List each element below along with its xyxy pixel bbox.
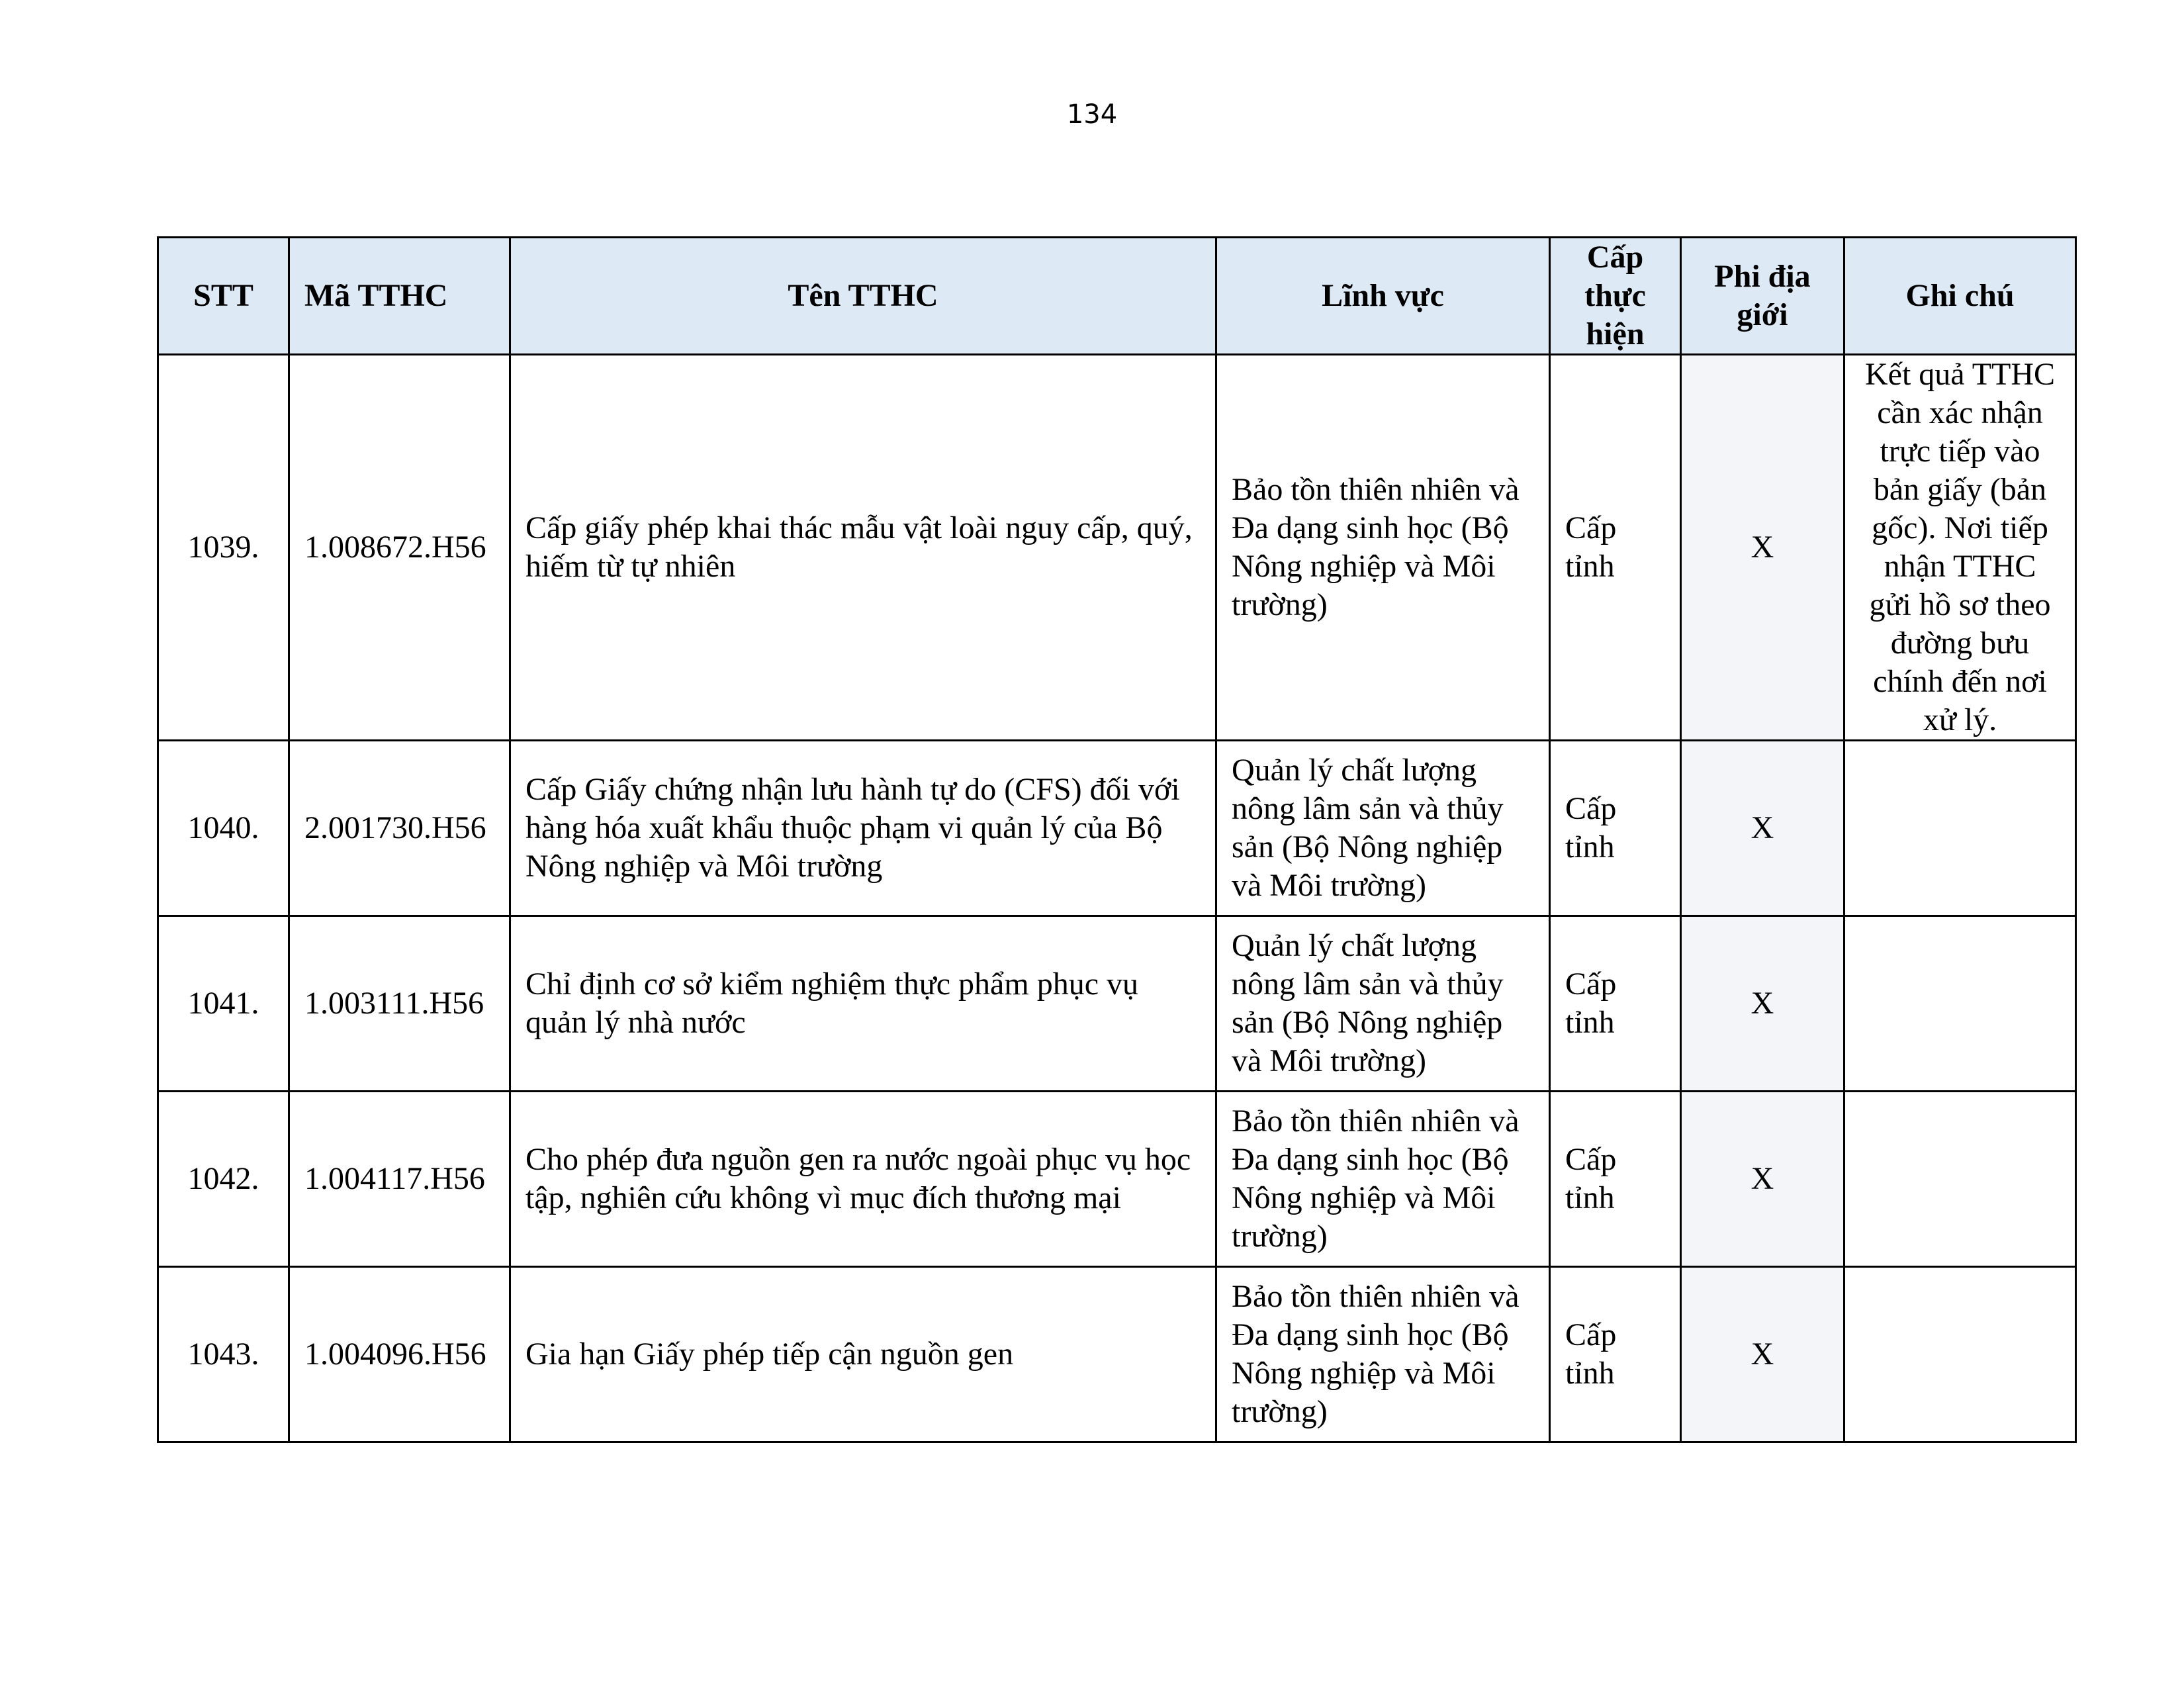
table-row (158, 1092, 2076, 1267)
cell-level: Cấp tỉnh (1550, 1267, 1681, 1442)
table-row (158, 741, 2076, 916)
cell-remote: X (1681, 1092, 1844, 1267)
cell-field: Bảo tồn thiên nhiên và Đa dạng sinh học (Bộ Nông nghiệp và Môi trường) (1216, 355, 1550, 741)
cell-note (1844, 1092, 2076, 1267)
cell-level: Cấp tỉnh (1550, 741, 1681, 916)
header-note: Ghi chú (1844, 238, 2076, 355)
cell-stt: 1041. (158, 916, 289, 1092)
cell-name: Cấp Giấy chứng nhận lưu hành tự do (CFS) đối với hàng hóa xuất khẩu thuộc phạm vi quản lý của Bộ Nông nghiệp và Môi trường (510, 741, 1216, 916)
cell-remote: X (1681, 355, 1844, 741)
header-level: Cấp thực hiện (1550, 238, 1681, 355)
cell-stt: 1043. (158, 1267, 289, 1442)
cell-code: 1.004117.H56 (289, 1092, 510, 1267)
header-stt: STT (158, 238, 289, 355)
cell-level: Cấp tỉnh (1550, 916, 1681, 1092)
header-name: Tên TTHC (510, 238, 1216, 355)
cell-level: Cấp tỉnh (1550, 1092, 1681, 1267)
cell-remote: X (1681, 1267, 1844, 1442)
cell-code: 1.008672.H56 (289, 355, 510, 741)
procedures-table (157, 236, 2077, 1443)
cell-name: Cho phép đưa nguồn gen ra nước ngoài phục vụ học tập, nghiên cứu không vì mục đích thương mại (510, 1092, 1216, 1267)
cell-stt: 1039. (158, 355, 289, 741)
cell-note: Kết quả TTHC cần xác nhận trực tiếp vào bản giấy (bản gốc). Nơi tiếp nhận TTHC gửi hồ sơ theo đường bưu chính đến nơi xử lý. (1844, 355, 2076, 741)
cell-stt: 1040. (158, 741, 289, 916)
header-field: Lĩnh vực (1216, 238, 1550, 355)
cell-code: 1.004096.H56 (289, 1267, 510, 1442)
cell-stt: 1042. (158, 1092, 289, 1267)
cell-field: Quản lý chất lượng nông lâm sản và thủy sản (Bộ Nông nghiệp và Môi trường) (1216, 916, 1550, 1092)
cell-name: Gia hạn Giấy phép tiếp cận nguồn gen (510, 1267, 1216, 1442)
table-row (158, 355, 2076, 741)
cell-name: Chỉ định cơ sở kiểm nghiệm thực phẩm phục vụ quản lý nhà nước (510, 916, 1216, 1092)
cell-name: Cấp giấy phép khai thác mẫu vật loài nguy cấp, quý, hiếm từ tự nhiên (510, 355, 1216, 741)
header-row (158, 238, 2076, 355)
cell-field: Quản lý chất lượng nông lâm sản và thủy sản (Bộ Nông nghiệp và Môi trường) (1216, 741, 1550, 916)
header-code: Mã TTHC (289, 238, 510, 355)
header-remote: Phi địa giới (1681, 238, 1844, 355)
cell-field: Bảo tồn thiên nhiên và Đa dạng sinh học (Bộ Nông nghiệp và Môi trường) (1216, 1267, 1550, 1442)
table-body (158, 355, 2076, 1442)
cell-note (1844, 741, 2076, 916)
cell-field: Bảo tồn thiên nhiên và Đa dạng sinh học (Bộ Nông nghiệp và Môi trường) (1216, 1092, 1550, 1267)
cell-level: Cấp tỉnh (1550, 355, 1681, 741)
cell-remote: X (1681, 741, 1844, 916)
cell-note (1844, 1267, 2076, 1442)
table-header (158, 238, 2076, 355)
cell-remote: X (1681, 916, 1844, 1092)
cell-code: 2.001730.H56 (289, 741, 510, 916)
cell-code: 1.003111.H56 (289, 916, 510, 1092)
table-row (158, 1267, 2076, 1442)
page-number: 134 (1066, 99, 1118, 130)
table-row (158, 916, 2076, 1092)
cell-note (1844, 916, 2076, 1092)
